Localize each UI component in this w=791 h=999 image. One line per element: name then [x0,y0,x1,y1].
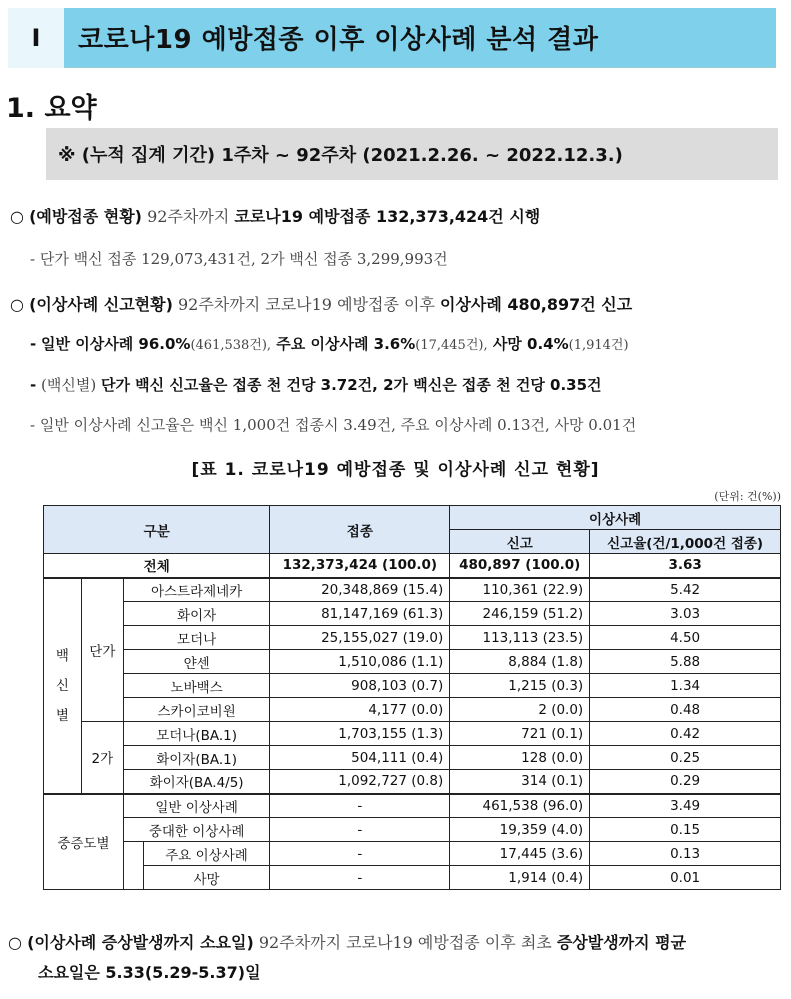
group-by-severity: 중증도별 [44,794,124,890]
subgroup-bivalent: 2가 [81,722,123,794]
row-name: 모더나 [123,626,270,650]
header-adverse: 이상사례 [450,506,781,530]
row-report: 17,445 (3.6) [450,842,590,866]
adverse-events-table [43,505,781,890]
bullet-label: (예방접종 현황) [29,207,142,226]
row-name: 스카이코비원 [123,698,270,722]
table-row [44,746,781,770]
dash: - [30,335,37,353]
row-name: 화이자(BA.4/5) [123,770,270,794]
death-count: (1,914건) [568,338,629,353]
table-row [44,698,781,722]
row-vaccination: 1,092,727 (0.8) [270,770,450,794]
period-note-text: ※ (누적 집계 기간) 1주차 ~ 92주차 (2021.2.26. ~ 2022.12.3.) [58,145,623,166]
row-rate: 4.50 [590,626,781,650]
row-rate: 0.15 [590,818,781,842]
table-caption: [표 1. 코로나19 예방접종 및 이상사례 신고 현황] [191,460,600,480]
general-adverse-pct: 일반 이상사례 96.0% [41,335,191,353]
bullet-marker: ○ [8,933,22,952]
row-report: 113,113 (23.5) [450,626,590,650]
bullet-label: (이상사례 신고현황) [29,295,173,314]
row-name: 주요 이상사례 [143,842,270,866]
total-rate: 3.63 [590,554,781,578]
row-name: 아스트라제네카 [123,578,270,602]
row-rate: 1.34 [590,674,781,698]
row-name: 화이자 [123,602,270,626]
bullet-sub-by-vaccine [30,374,602,395]
period-note [46,128,778,180]
row-rate: 0.48 [590,698,781,722]
row-rate: 0.29 [590,770,781,794]
table-row-total [44,554,781,578]
indent-cell [123,842,143,890]
row-rate: 3.49 [590,794,781,818]
total-vaccination: 132,373,424 (100.0) [270,554,450,578]
bullet-sub-rates: - 일반 이상사례 신고율은 백신 1,000건 접종시 3.49건, 주요 이상사례 0.13건, 사망 0.01건 [30,416,637,434]
bullet-sub-breakdown [30,333,629,354]
row-report: 19,359 (4.0) [450,818,590,842]
section-title: 코로나19 예방접종 이후 이상사례 분석 결과 [64,8,776,67]
row-report: 314 (0.1) [450,770,590,794]
row-vaccination: 504,111 (0.4) [270,746,450,770]
row-name: 중대한 이상사례 [123,818,270,842]
bullet-marker: ○ [10,207,24,226]
table-row [44,674,781,698]
row-vaccination: - [270,818,450,842]
total-label: 전체 [44,554,270,578]
row-rate: 5.42 [590,578,781,602]
row-vaccination: 1,703,155 (1.3) [270,722,450,746]
row-report: 721 (0.1) [450,722,590,746]
by-vaccine-rates: 단가 백신 신고율은 접종 천 건당 3.72건, 2가 백신은 접종 천 건당 0.35건 [100,376,602,394]
row-vaccination: 20,348,869 (15.4) [270,578,450,602]
bullet-adverse-reports [10,292,632,315]
row-report: 128 (0.0) [450,746,590,770]
row-name: 노바백스 [123,674,270,698]
bullet-text: 92주차까지 [142,207,235,226]
by-vaccine-label: (백신별) [41,376,101,394]
bullet-onset-days [8,930,686,953]
row-rate: 5.88 [590,650,781,674]
row-report: 1,215 (0.3) [450,674,590,698]
row-report: 246,159 (51.2) [450,602,590,626]
bullet-text: 92주차까지 코로나19 예방접종 이후 [172,295,440,314]
general-adverse-count: (461,538건), [190,338,272,353]
row-name: 화이자(BA.1) [123,746,270,770]
table-row [44,842,781,866]
bullet-label: (이상사례 증상발생까지 소요일) [27,933,254,952]
table-row [44,794,781,818]
row-vaccination: - [270,794,450,818]
row-name: 일반 이상사례 [123,794,270,818]
row-report: 461,538 (96.0) [450,794,590,818]
row-vaccination: 1,510,086 (1.1) [270,650,450,674]
bullet-onset-days-line2: 소요일은 5.33(5.29-5.37)일 [38,963,261,982]
row-report: 8,884 (1.8) [450,650,590,674]
table-row [44,818,781,842]
header-vaccination: 접종 [270,506,450,554]
summary-heading: 1. 요약 [6,93,97,124]
group-char: 백 [55,647,69,664]
major-adverse-count: (17,445건), [415,338,488,353]
row-report: 110,361 (22.9) [450,578,590,602]
table-row [44,770,781,794]
row-rate: 3.03 [590,602,781,626]
row-vaccination: - [270,842,450,866]
row-rate: 0.25 [590,746,781,770]
dash: - [30,376,37,394]
table-row [44,722,781,746]
bullet-sub-doses: - 단가 백신 접종 129,073,431건, 2가 백신 접종 3,299,993건 [30,250,448,268]
row-rate: 0.13 [590,842,781,866]
row-vaccination: 4,177 (0.0) [270,698,450,722]
bullet-vaccination-status [10,204,540,227]
bullet-text: 92주차까지 코로나19 예방접종 이후 최초 [253,933,557,952]
bullet-emphasis: 이상사례 480,897건 신고 [439,295,633,314]
group-char: 신 [55,677,69,694]
row-vaccination: - [270,866,450,890]
major-adverse-pct: 주요 이상사례 3.6% [271,335,416,353]
header-report: 신고 [450,530,590,554]
table-row [44,626,781,650]
row-name: 사망 [143,866,270,890]
row-vaccination: 81,147,169 (61.3) [270,602,450,626]
bullet-emphasis: 증상발생까지 평균 [556,933,687,952]
table-row [44,650,781,674]
table-row [44,866,781,890]
group-char: 별 [55,707,69,724]
row-rate: 0.42 [590,722,781,746]
row-report: 1,914 (0.4) [450,866,590,890]
row-name: 얀센 [123,650,270,674]
row-rate: 0.01 [590,866,781,890]
row-report: 2 (0.0) [450,698,590,722]
header-category: 구분 [44,506,270,554]
section-header [8,8,776,68]
table-unit: (단위: 건(%)) [714,490,781,503]
row-name: 모더나(BA.1) [123,722,270,746]
subgroup-monovalent: 단가 [81,578,123,722]
death-pct: 사망 0.4% [487,335,569,353]
table-row [44,602,781,626]
bullet-marker: ○ [10,295,24,314]
group-by-vaccine [44,578,82,794]
row-vaccination: 25,155,027 (19.0) [270,626,450,650]
table-row [44,578,781,602]
row-vaccination: 908,103 (0.7) [270,674,450,698]
total-report: 480,897 (100.0) [450,554,590,578]
bullet-emphasis: 코로나19 예방접종 132,373,424건 시행 [234,207,541,226]
section-number: Ⅰ [8,8,64,68]
header-rate: 신고율(건/1,000건 접종) [590,530,781,554]
